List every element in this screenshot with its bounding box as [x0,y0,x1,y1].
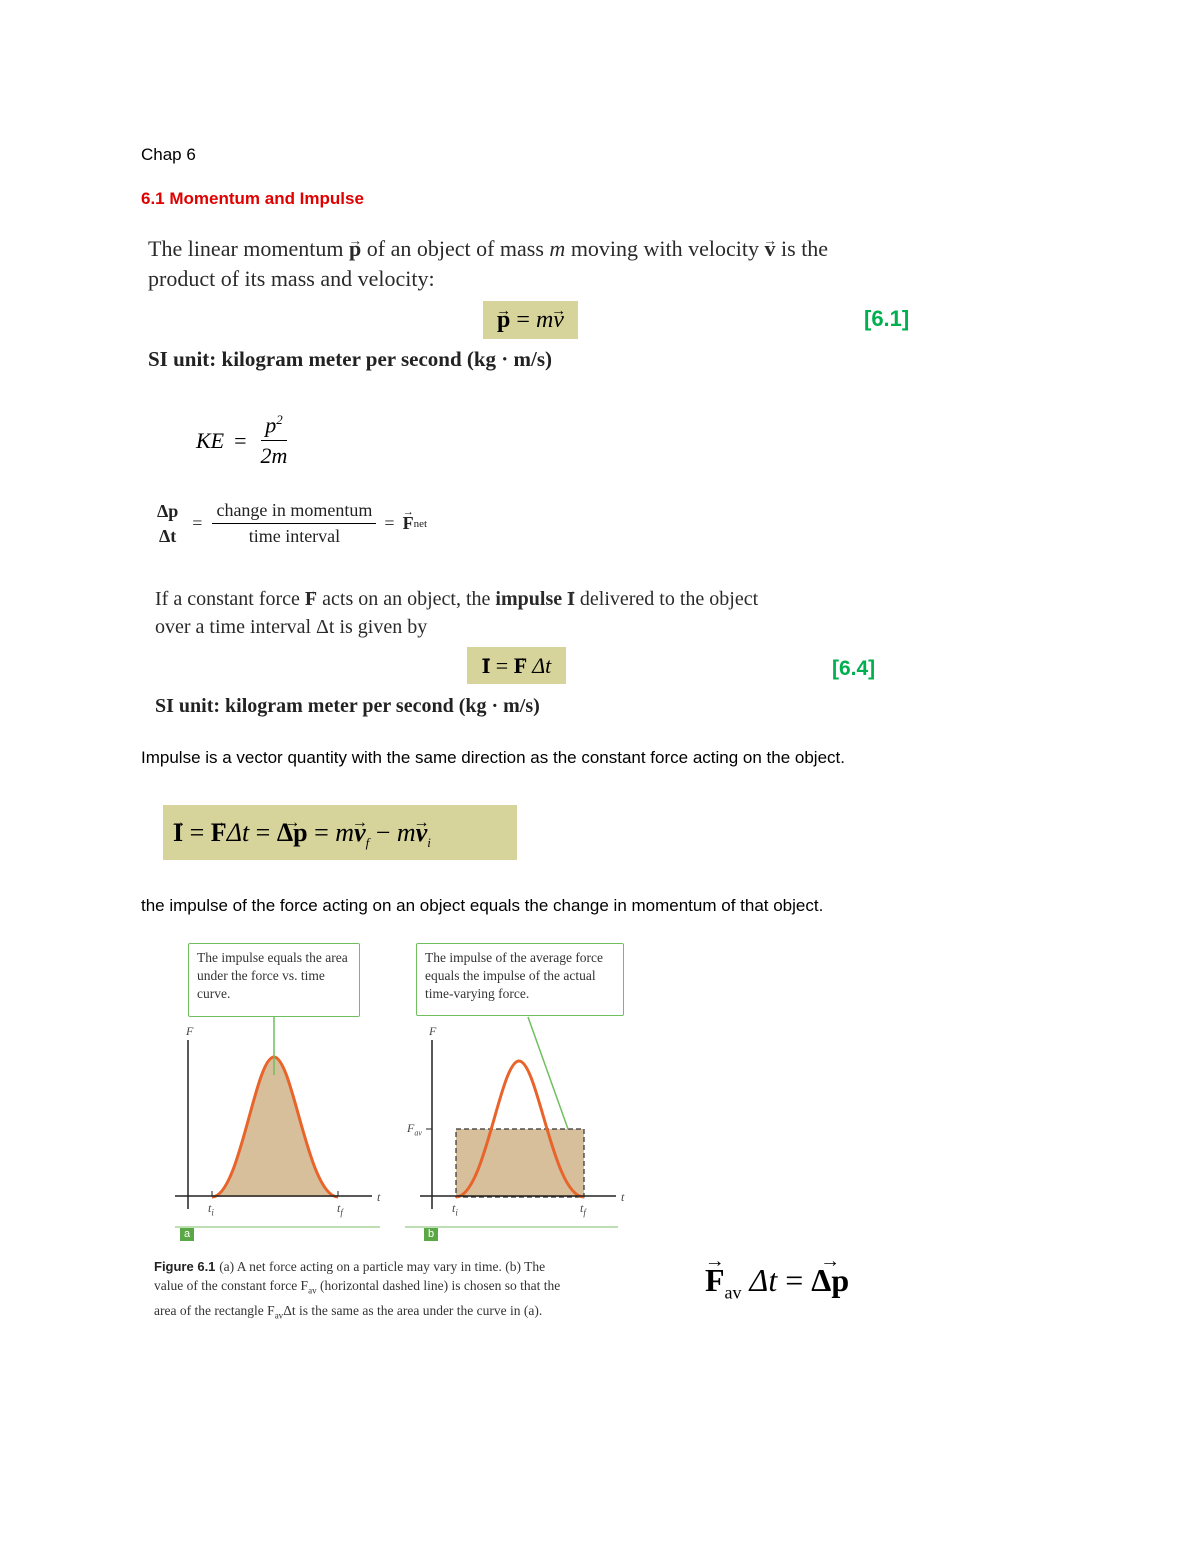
section-heading: 6.1 Momentum and Impulse [141,189,364,208]
figure-6-1-graphs [170,1015,640,1250]
equation-number-6-1: [6.1] [864,306,910,331]
dp-dt-fraction [153,501,182,547]
big-eq-dt: Δt [226,818,250,847]
force-vector-symbol: → F [305,585,317,613]
force-eq-equals-1: = [192,513,203,533]
graph-a-t-label: t [377,1190,381,1204]
graph-b [405,1017,618,1227]
impulse-def-line2: over a time interval Δt is given by [155,616,428,638]
big-eq-f-subscript: f [365,835,370,851]
graph-b-fav-label: $F_{av}$ [407,1121,422,1138]
momentum-def-text-d: is the [775,236,829,261]
callout-b: The impulse of the average force equals the impulse of the actual time-varying force. [416,943,624,1016]
ke-equals: = [234,427,247,453]
big-eq-dp: → Δp [277,805,308,860]
change-in-momentum-text: change in momentum [212,500,376,524]
graph-a-ti-label: $t_i$ [208,1201,214,1218]
graph-b-tf-label: $t_f$ [580,1201,586,1218]
fav-eq-dp: → Δp [811,1262,849,1299]
graph-a-f-label: F [186,1024,194,1038]
force-eq-equals-2: = [384,513,395,533]
dp-numerator: Δp [157,500,179,521]
impulse-term: impulse [495,588,563,610]
big-eq-i-subscript: i [427,835,431,851]
figure-tag-b: b [424,1228,438,1241]
average-force-equation [705,1262,849,1303]
chapter-label: Chap 6 [141,145,196,164]
eq-6-1-equals: = [510,307,536,333]
ke-symbol: KE [196,427,225,453]
graph-b-average-rect [456,1129,584,1197]
big-eq-m-final: m [335,818,355,847]
equation-6-4 [467,647,566,684]
big-eq-v-final: → v [354,805,366,860]
time-interval-text: time interval [248,526,341,546]
ke-numerator: $p^2$ [261,412,287,441]
net-subscript: net [413,517,428,530]
equation-number-6-4: [6.4] [832,657,876,680]
big-eq-equals-1: = [183,818,211,847]
ke-fraction [257,412,292,469]
momentum-def-line2: product of its mass and velocity: [148,266,435,291]
big-eq-equals-2: = [249,818,277,847]
impulse-def-text-c: delivered to the object [574,588,759,610]
fav-eq-dt: Δt [741,1262,778,1298]
fav-eq-F: → F [705,1262,725,1299]
eq-6-4-I: → I [482,647,491,684]
fav-eq-equals: = [777,1262,812,1298]
figure-caption-line2: value of the constant force $F_{av}$ (horizontal dashed line) is chosen so that the [154,1278,561,1296]
figure-caption [154,1257,654,1325]
figure-caption-line1: (a) A net force acting on a particle may vary in time. (b) The [219,1259,546,1274]
eq-6-1-p: → p [497,301,510,339]
big-eq-m-initial: m [396,818,416,847]
momentum-vector-symbol: → p [349,234,361,264]
graph-a-tf-label: $t_f$ [337,1201,343,1218]
eq-6-4-F: → F [514,647,527,684]
ke-denominator: 2m [260,443,288,469]
eq-6-4-equals: = [490,653,514,678]
big-eq-v-initial: → v [416,805,428,860]
momentum-def-text-b: of an object of mass [361,236,550,261]
momentum-def-text-a: The linear momentum [148,236,349,261]
kinetic-energy-equation [196,412,291,469]
net-force-symbol: → F [403,513,414,534]
impulse-vector-symbol: → I [567,585,575,613]
graph-b-f-label: F [429,1024,437,1038]
impulse-def-text-a: If a constant force [155,588,305,610]
eq-6-4-dt: Δt [527,653,552,678]
momentum-definition [148,234,828,294]
graph-b-t-label: t [621,1190,625,1204]
impulse-equals-statement: the impulse of the force acting on an object equals the change in momentum of that object. [141,896,824,915]
impulse-momentum-equation [163,805,517,860]
big-eq-I: → I [173,805,183,860]
figure-tag-a: a [180,1228,194,1241]
eq-6-1-m: m [535,307,554,333]
graph-b-callout-pointer [528,1017,568,1129]
figure-caption-label: Figure 6.1 [154,1259,216,1274]
eq-6-1-v: → v [553,301,564,339]
fav-eq-sub: av [724,1282,742,1303]
graph-b-ti-label: $t_i$ [452,1201,458,1218]
force-rate-equation [153,500,427,547]
equation-6-1 [483,301,578,339]
impulse-def-text-b: acts on an object, the [317,588,496,610]
change-over-interval-fraction [212,500,376,547]
graph-a [175,1017,380,1227]
si-unit-1: SI unit: kilogram meter per second (kg · m/s) [148,347,553,371]
momentum-def-text-c: moving with velocity [565,236,765,261]
callout-a: The impulse equals the area under the force vs. time curve. [188,943,360,1017]
si-unit-2: SI unit: kilogram meter per second (kg · m/s) [155,695,540,717]
big-eq-F: → F [211,805,227,860]
figure-caption-line3: area of the rectangle $F_{av}\Delta t$ is the same as the area under the curve in (a). [154,1302,543,1321]
big-eq-minus: − [369,818,397,847]
impulse-definition [155,585,758,641]
dt-denominator: Δt [159,525,177,546]
impulse-vector-statement: Impulse is a vector quantity with the same direction as the constant force acting on the object. [141,748,845,767]
big-eq-equals-3: = [307,818,336,847]
velocity-vector-symbol: → v [765,234,776,264]
mass-symbol: m [549,236,566,261]
